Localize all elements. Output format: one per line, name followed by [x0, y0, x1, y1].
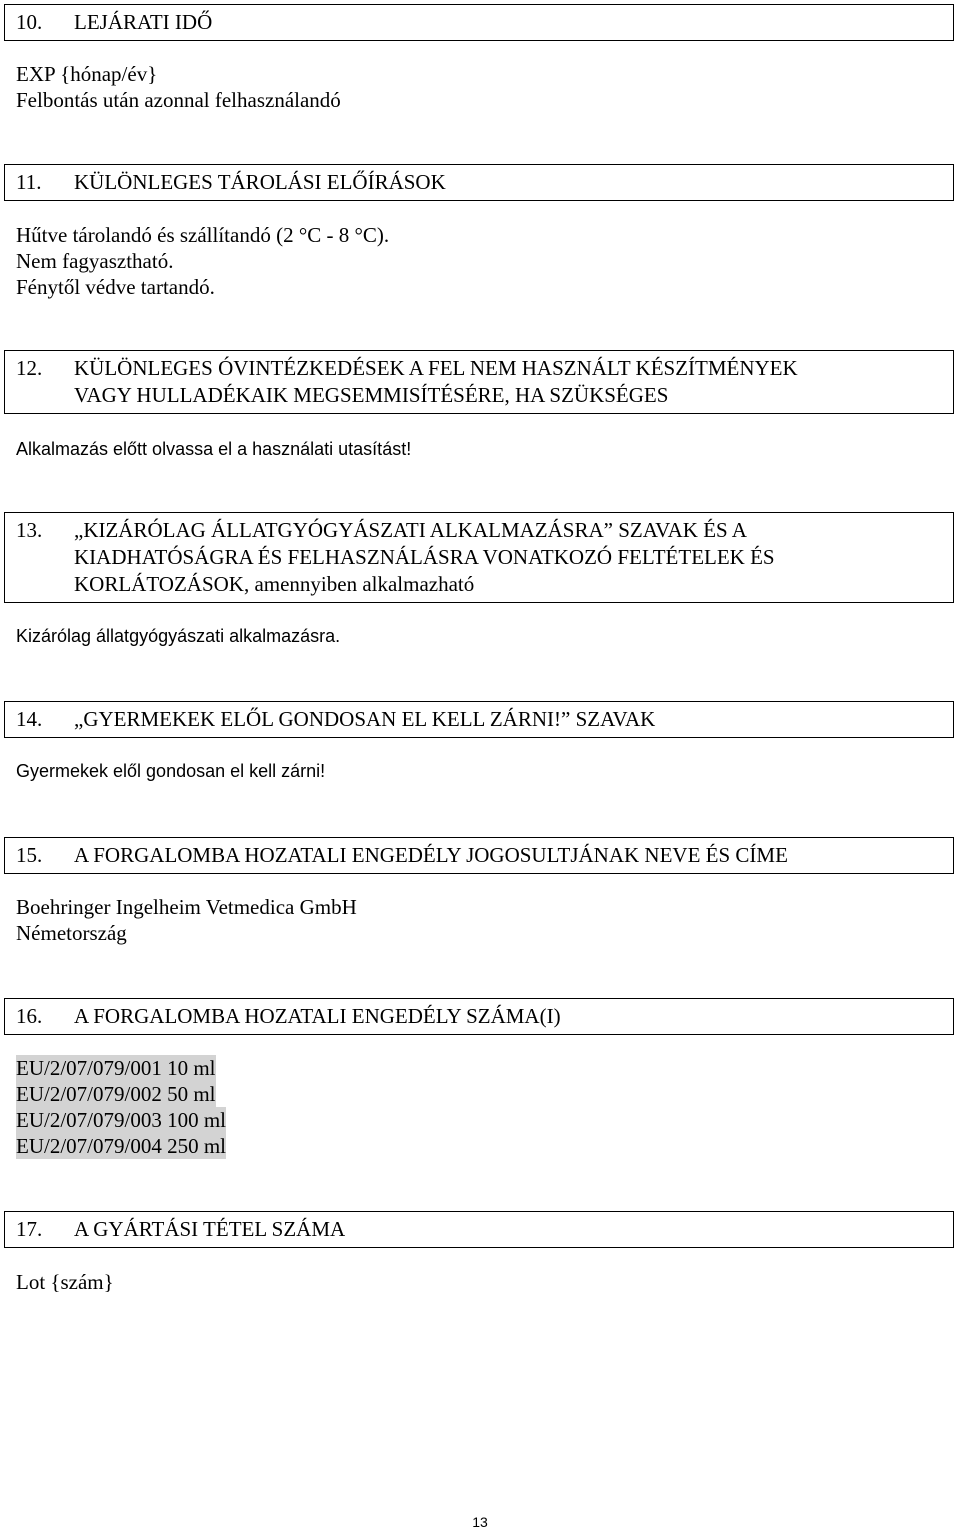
section-title: KÜLÖNLEGES ÓVINTÉZKEDÉSEK A FEL NEM HASZNÁLT KÉSZÍTMÉNYEK VAGY HULLADÉKAIK MEGSEMMISÍTÉSÉRE, HA SZÜKSÉGES — [74, 356, 798, 407]
section-12-body — [16, 436, 411, 462]
section-15-header — [4, 837, 954, 874]
section-title: A FORGALOMBA HOZATALI ENGEDÉLY JOGOSULTJÁNAK NEVE ÉS CÍME — [74, 843, 788, 867]
section-10-header — [4, 4, 954, 41]
section-number: 12. — [16, 356, 43, 380]
section-11-header — [4, 164, 954, 201]
section-number: 10. — [16, 10, 43, 34]
section-17-body — [16, 1269, 114, 1295]
section-number: 14. — [16, 707, 43, 731]
body-line: Nem fagyasztható. — [16, 249, 174, 273]
section-12-header — [4, 350, 954, 414]
section-14-body — [16, 758, 325, 784]
body-line: EXP {hónap/év} — [16, 62, 158, 86]
section-number: 17. — [16, 1217, 43, 1241]
section-title: A GYÁRTÁSI TÉTEL SZÁMA — [74, 1217, 346, 1241]
section-title: LEJÁRATI IDŐ — [74, 10, 213, 34]
section-number: 16. — [16, 1004, 43, 1028]
section-title: A FORGALOMBA HOZATALI ENGEDÉLY SZÁMA(I) — [74, 1004, 561, 1028]
section-16-header — [4, 998, 954, 1035]
authorization-number: EU/2/07/079/001 10 ml — [16, 1056, 216, 1080]
section-number: 11. — [16, 170, 42, 194]
section-number: 13. — [16, 518, 43, 542]
authorization-number: EU/2/07/079/002 50 ml — [16, 1082, 216, 1106]
body-line: Németország — [16, 921, 127, 945]
section-17-header — [4, 1211, 954, 1248]
section-title: KÜLÖNLEGES TÁROLÁSI ELŐÍRÁSOK — [74, 170, 446, 194]
authorization-number: EU/2/07/079/004 250 ml — [16, 1134, 226, 1158]
section-13-body — [16, 623, 340, 649]
body-line: Gyermekek elől gondosan el kell zárni! — [16, 761, 326, 781]
authorization-number: EU/2/07/079/003 100 ml — [16, 1108, 226, 1132]
section-14-header — [4, 701, 954, 738]
section-title: „GYERMEKEK ELŐL GONDOSAN EL KELL ZÁRNI!” SZAVAK — [74, 707, 656, 731]
page-number: 13 — [472, 1514, 488, 1530]
body-line: Hűtve tárolandó és szállítandó (2 °C - 8 °C). — [16, 223, 390, 247]
body-line: Lot {szám} — [16, 1270, 114, 1294]
section-title: „KIZÁRÓLAG ÁLLATGYÓGYÁSZATI ALKALMAZÁSRA” SZAVAK ÉS A KIADHATÓSÁGRA ÉS FELHASZNÁLÁSRA VONATKOZÓ FELTÉTELEK ÉS KORLÁTOZÁSOK, amennyiben alkalmazható — [74, 518, 775, 596]
section-number: 15. — [16, 843, 43, 867]
body-line: Alkalmazás előtt olvassa el a használati utasítást! — [16, 439, 412, 459]
body-line: Felbontás után azonnal felhasználandó — [16, 88, 341, 112]
section-16-body — [16, 1055, 226, 1159]
body-line: Boehringer Ingelheim Vetmedica GmbH — [16, 895, 357, 919]
body-line: Fénytől védve tartandó. — [16, 275, 215, 299]
section-15-body — [16, 894, 357, 946]
section-13-header — [4, 512, 954, 603]
section-11-body — [16, 222, 389, 300]
section-10-body — [16, 61, 341, 113]
body-line: Kizárólag állatgyógyászati alkalmazásra. — [16, 626, 341, 646]
